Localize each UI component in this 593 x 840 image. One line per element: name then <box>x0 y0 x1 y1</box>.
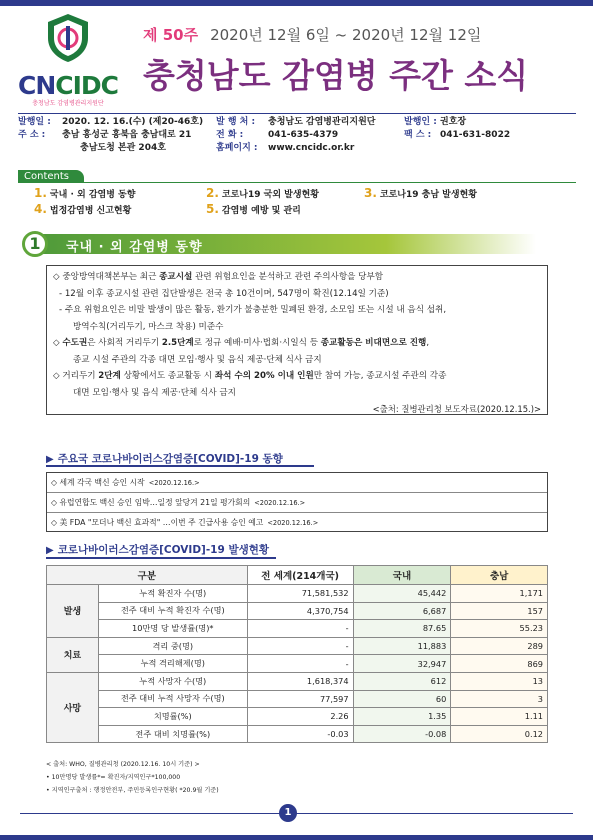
news-line: 종교 시설 주관의 각종 대면 모임·행사 및 음식 제공·단체 식사 금지 <box>73 354 322 365</box>
cell-world: - <box>247 620 353 638</box>
toc-item-3[interactable]: 3. 코로나19 충남 발생현황 <box>364 186 477 200</box>
triangle-icon: ▶ <box>46 454 54 465</box>
category-occurrence: 발생 <box>47 585 99 638</box>
toc-item-4[interactable]: 4. 법정감염병 신고현황 <box>34 202 132 216</box>
table-row <box>47 585 548 603</box>
cell-chungnam: 3 <box>451 690 548 708</box>
trend-row[interactable]: ◇ 세계 각국 백신 승인 시작 <2020.12.16.> <box>47 473 547 493</box>
cell-world: -0.03 <box>247 725 353 743</box>
header-korea: 국내 <box>353 566 451 585</box>
cell-chungnam: 13 <box>451 672 548 690</box>
logo-text: CNCIDC <box>17 71 119 100</box>
toc-column-2 <box>206 186 319 218</box>
news-line: ◇ 수도권은 사회적 거리두기 2.5단계로 정규 예배·미사·법회·시일식 등 종교활동은 비대면으로 진행, <box>53 338 430 348</box>
cell-chungnam: 0.12 <box>451 725 548 743</box>
phone-value: 041-635-4379 <box>268 130 339 140</box>
toc-column-3 <box>364 186 477 202</box>
sub-heading-trends: ▶ 주요국 코로나바이러스감염증[COVID]-19 동향 <box>46 453 283 465</box>
bottom-bar <box>0 835 593 840</box>
cell-korea: 32,947 <box>353 655 451 673</box>
cell-world: - <box>247 637 353 655</box>
row-label: 전주 대비 누적 사망자 수(명) <box>98 690 247 708</box>
cell-chungnam: 157 <box>451 602 548 620</box>
fax-label: 팩 스 : <box>404 130 432 140</box>
header-category: 구분 <box>47 566 248 585</box>
trends-box <box>46 472 548 532</box>
issuer-label: 발행인 : <box>404 117 437 127</box>
news-line: ◇ 거리두기 2단계 상황에서도 종교활동 시 좌석 수의 20% 이내 인원만 참여 가능, 종교시설 주관의 각종 <box>53 371 447 381</box>
cell-world: 2.26 <box>247 708 353 726</box>
page-number: 1 <box>279 804 297 822</box>
header-world: 전 세계(214개국) <box>247 566 353 585</box>
cell-korea: 60 <box>353 690 451 708</box>
date-range: 2020년 12월 6일 ~ 2020년 12월 12일 <box>210 26 482 44</box>
logo <box>14 12 122 112</box>
news-line: 대면 모임·행사 및 음식 제공·단체 식사 금지 <box>73 387 236 398</box>
news-line: 방역수칙(거리두기, 마스크 착용) 미준수 <box>73 321 224 332</box>
domestic-news-box <box>46 265 548 415</box>
cell-korea: 45,442 <box>353 585 451 603</box>
sub-heading-status: ▶ 코로나바이러스감염증[COVID]-19 발생현황 <box>46 544 270 556</box>
cell-world: 77,597 <box>247 690 353 708</box>
table-notes <box>46 758 219 797</box>
row-label: 전주 대비 치명률(%) <box>98 725 247 743</box>
shield-logo-icon <box>44 12 92 64</box>
toc-column-1 <box>34 186 135 218</box>
table-row <box>47 620 548 638</box>
table-row <box>47 637 548 655</box>
table-header-row <box>47 566 548 585</box>
covid-status-table <box>46 565 548 743</box>
category-treatment: 치료 <box>47 637 99 672</box>
note-rate: • 10만명당 발생률*= 확진자/지역인구*100,000 <box>46 774 181 781</box>
section-1-header <box>22 231 542 255</box>
row-label: 누적 사망자 수(명) <box>98 672 247 690</box>
cell-korea: 612 <box>353 672 451 690</box>
cell-korea: 1.35 <box>353 708 451 726</box>
issue-label: 발행일 : <box>18 117 51 127</box>
note-source: < 출처: WHO, 질병관리청 (2020.12.16. 10시 기준) > <box>46 761 200 768</box>
cell-chungnam: 55.23 <box>451 620 548 638</box>
cell-chungnam: 1,171 <box>451 585 548 603</box>
cell-korea: 11,883 <box>353 637 451 655</box>
news-line: ◇ 중앙방역대책본부는 최근 종교시설 관련 위험요인을 분석하고 관련 주의사항을 당부함 <box>53 272 384 282</box>
sub-heading-underline <box>46 465 314 467</box>
toc-item-5[interactable]: 5. 감염병 예방 및 관리 <box>206 202 301 216</box>
week-number: 제 50주 <box>143 26 199 44</box>
category-death: 사망 <box>47 672 99 742</box>
header-chungnam: 충남 <box>451 566 548 585</box>
section-number: 1 <box>22 231 48 257</box>
cell-world: 1,618,374 <box>247 672 353 690</box>
news-source: <출처: 질병관리청 보도자료(2020.12.15.)> <box>372 404 541 414</box>
header-divider <box>18 113 576 114</box>
toc-item-1[interactable]: 1. 국내 · 외 감염병 동향 <box>34 186 136 200</box>
trend-row[interactable]: ◇ 유럽연합도 백신 승인 임박…일정 앞당겨 21일 평가회의 <2020.12.16.> <box>47 493 547 513</box>
logo-subtitle: 충청남도 감염병관리지원단 <box>32 100 104 107</box>
cell-world: - <box>247 655 353 673</box>
cell-korea: -0.08 <box>353 725 451 743</box>
table-row <box>47 672 548 690</box>
address-value-2: 충남도청 본관 204호 <box>80 143 166 153</box>
web-link[interactable]: www.cncidc.or.kr <box>268 143 355 153</box>
table-row <box>47 690 548 708</box>
table-row <box>47 708 548 726</box>
section-title: 국내 · 외 감염병 동향 <box>66 240 203 255</box>
row-label: 10만명 당 발생률(명)* <box>98 620 247 638</box>
row-label: 치명률(%) <box>98 708 247 726</box>
address-label: 주 소 : <box>18 130 46 140</box>
top-bar <box>0 0 593 6</box>
phone-label: 전 화 : <box>216 130 244 140</box>
contents-tab: Contents <box>18 170 84 183</box>
table-row <box>47 602 548 620</box>
publisher-value: 충청남도 감염병관리지원단 <box>268 117 376 127</box>
issuer-value: 권호장 <box>440 117 467 127</box>
cell-korea: 87.65 <box>353 620 451 638</box>
row-label: 누적 격리해제(명) <box>98 655 247 673</box>
row-label: 격리 중(명) <box>98 637 247 655</box>
cell-chungnam: 289 <box>451 637 548 655</box>
toc-item-2[interactable]: 2. 코로나19 국외 발생현황 <box>206 186 319 200</box>
web-label: 홈페이지 : <box>216 143 258 153</box>
news-line: - 주요 위험요인은 비말 발생이 많은 활동, 환기가 불충분한 밀폐된 환경, 소모임 또는 시설 내 음식 섭취, <box>59 305 447 315</box>
triangle-icon: ▶ <box>46 545 54 556</box>
address-value: 충남 홍성군 홍북읍 충남대로 21 <box>62 130 192 140</box>
trend-row[interactable]: ◇ 美 FDA "모더나 백신 효과적" …이번 주 긴급사용 승인 예고 <2020.12.16.> <box>51 518 319 527</box>
cell-world: 71,581,532 <box>247 585 353 603</box>
news-line: - 12월 이후 종교시설 관련 집단발생은 전국 총 10건이며, 547명이 확진(12.14일 기준) <box>59 288 389 299</box>
sub-heading-underline <box>46 557 276 559</box>
note-population: • 지역인구출처 : 행정안전부, 주민등록인구현황( *20.9월 기준) <box>46 787 219 794</box>
cell-chungnam: 1.11 <box>451 708 548 726</box>
publisher-label: 발 행 처 : <box>216 117 256 127</box>
cell-chungnam: 869 <box>451 655 548 673</box>
publication-info <box>18 116 576 155</box>
row-label: 누적 확진자 수(명) <box>98 585 247 603</box>
week-line <box>143 24 481 45</box>
row-label: 전주 대비 누적 확진자 수(명) <box>98 602 247 620</box>
cell-world: 4,370,754 <box>247 602 353 620</box>
fax-value: 041-631-8022 <box>440 130 511 140</box>
table-row <box>47 725 548 743</box>
page-title: 충청남도 감염병 주간 소식 <box>143 56 529 95</box>
contents-divider <box>18 182 576 183</box>
issue-value: 2020. 12. 16.(수) (제20-46호) <box>62 117 204 127</box>
cell-korea: 6,687 <box>353 602 451 620</box>
table-row <box>47 655 548 673</box>
